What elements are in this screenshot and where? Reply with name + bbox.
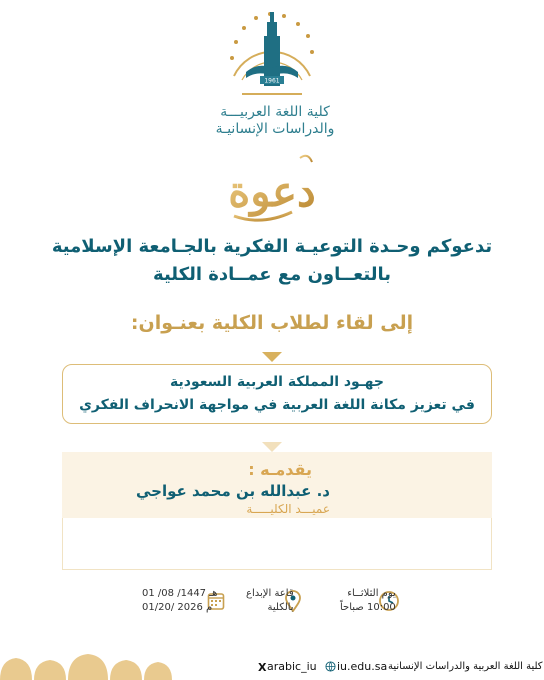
dates bbox=[142, 587, 217, 615]
lecture-title-box bbox=[62, 364, 492, 424]
pointer-triangle bbox=[262, 442, 282, 452]
empty-panel bbox=[62, 518, 492, 570]
presenter-name: د. عبدالله بن محمد عواجي bbox=[135, 482, 330, 500]
greg-suffix: م bbox=[206, 602, 213, 613]
hijri-suffix: هـ bbox=[209, 588, 218, 599]
college-name-line2: والدراسات الإنسانيـة bbox=[215, 121, 335, 137]
footer-domes-decoration bbox=[0, 640, 200, 680]
invitation-calligraphy bbox=[222, 150, 322, 230]
presenter-label: يقدمـه : bbox=[248, 460, 312, 479]
x-logo-icon: X bbox=[258, 661, 267, 674]
day-label: يوم الثلاثــاء bbox=[347, 588, 396, 599]
time-label: 10:00 صباحاً bbox=[340, 602, 396, 613]
invitation-line-1: تدعوكم وحـدة التوعيـة الفكرية بالجـامعة الإسلامية bbox=[51, 236, 493, 257]
meeting-heading: إلى لقاء لطلاب الكلية بعنـوان: bbox=[130, 312, 414, 334]
presenter-role: عميـــد الكليـــــة bbox=[246, 502, 330, 516]
calligraphy-word: دعوة bbox=[228, 167, 316, 216]
website-link[interactable]: iu.edu.sa bbox=[337, 660, 388, 673]
greg-date: 2026 /01/20 bbox=[142, 602, 203, 613]
place bbox=[246, 587, 294, 615]
globe-icon bbox=[325, 661, 336, 672]
day-and-time bbox=[340, 587, 396, 615]
college-name bbox=[180, 104, 370, 138]
place-line-2: بالكلية bbox=[267, 602, 294, 613]
svg-text:1961: 1961 bbox=[264, 77, 280, 85]
hijri-date: 1447/ 08/ 01 bbox=[142, 588, 207, 599]
university-logo bbox=[222, 6, 322, 104]
presenter-box bbox=[62, 452, 492, 518]
footer-college-name: كلية اللغة العربية والدراسات الإنسانية bbox=[388, 661, 543, 672]
invitation-line-2: بالتعــاون مع عمــادة الكلية bbox=[153, 264, 391, 285]
pointer-triangle bbox=[262, 352, 282, 362]
lecture-title-line-1: جهـود المملكة العربية السعودية bbox=[170, 374, 384, 390]
college-name-line1: كلية اللغة العربيـــة bbox=[220, 104, 330, 120]
lecture-title-line-2: في تعزيز مكانة اللغة العربية في مواجهة الانحراف الفكري bbox=[79, 397, 475, 413]
social-handle[interactable]: arabic_iu bbox=[267, 660, 317, 673]
place-line-1: قاعة الإبداع bbox=[246, 588, 294, 599]
